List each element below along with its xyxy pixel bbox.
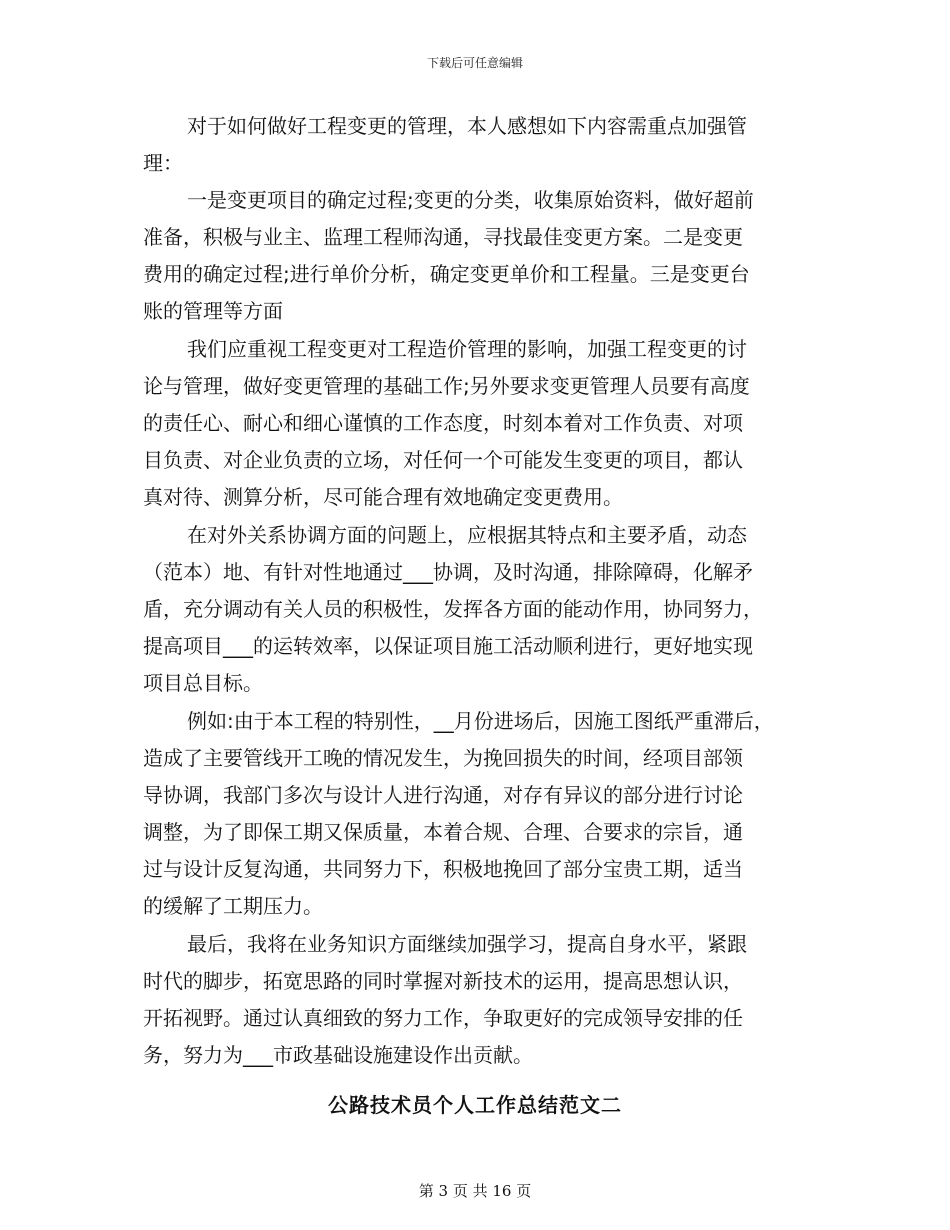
text-line: 的责任心、耐心和细心谨慎的工作态度，时刻本着对工作负责、对项 [143, 411, 743, 435]
text-line: 例如:由于本工程的特别性，__月份进场后，因施工图纸严重滞后， [187, 709, 774, 733]
text-line: 真对待、测算分析，尽可能合理有效地确定变更费用。 [143, 485, 623, 509]
text-line: 准备，积极与业主、监理工程师沟通，寻找最佳变更方案。二是变更 [143, 225, 743, 249]
text-line: 的缓解了工期压力。 [143, 894, 323, 918]
text-line: 目负责、对企业负责的立场，对任何一个可能发生变更的项目，都认 [143, 448, 743, 472]
section-title: 公路技术员个人工作总结范文二 [328, 1093, 622, 1117]
text-line: 盾，充分调动有关人员的积极性，发挥各方面的能动作用，协同努力， [143, 597, 763, 621]
text-line: 务，努力为___市政基础设施建设作出贡献。 [143, 1043, 533, 1067]
text-line: 过与设计反复沟通，共同努力下，积极地挽回了部分宝贵工期，适当 [143, 857, 743, 881]
text-line: 论与管理，做好变更管理的基础工作;另外要求变更管理人员要有高度 [143, 374, 750, 398]
text-line: 时代的脚步，拓宽思路的同时掌握对新技术的运用，提高思想认识， [143, 969, 743, 993]
text-line: 导协调，我部门多次与设计人进行沟通，对存有异议的部分进行讨论 [143, 783, 743, 807]
text-line: 一是变更项目的确定过程;变更的分类，收集原始资料，做好超前 [187, 188, 754, 212]
page-number: 第 3 页 共 16 页 [418, 1182, 532, 1200]
text-line: 调整，为了即保工期又保质量，本着合规、合理、合要求的宗旨，通 [143, 820, 743, 844]
text-line: 在对外关系协调方面的问题上，应根据其特点和主要矛盾，动态 [187, 523, 747, 547]
text-line: 账的管理等方面 [143, 299, 283, 323]
text-line: 提高项目___的运转效率，以保证项目施工活动顺利进行，更好地实现 [143, 634, 753, 658]
page-header: 下载后可任意编辑 [426, 56, 523, 70]
text-line: 造成了主要管线开工晚的情况发生，为挽回损失的时间，经项目部领 [143, 746, 743, 770]
text-line: 最后，我将在业务知识方面继续加强学习，提高自身水平，紧跟 [187, 932, 747, 956]
text-line: 理： [143, 151, 183, 175]
text-line: （范本）地、有针对性地通过___协调，及时沟通，排除障碍，化解矛 [143, 560, 753, 584]
text-line: 项目总目标。 [143, 671, 263, 695]
text-line: 我们应重视工程变更对工程造价管理的影响，加强工程变更的讨 [187, 337, 747, 361]
text-line: 开拓视野。通过认真细致的努力工作，争取更好的完成领导安排的任 [143, 1006, 743, 1030]
text-line: 对于如何做好工程变更的管理，本人感想如下内容需重点加强管 [187, 114, 747, 138]
text-line: 费用的确定过程;进行单价分析，确定变更单价和工程量。三是变更台 [143, 262, 750, 286]
